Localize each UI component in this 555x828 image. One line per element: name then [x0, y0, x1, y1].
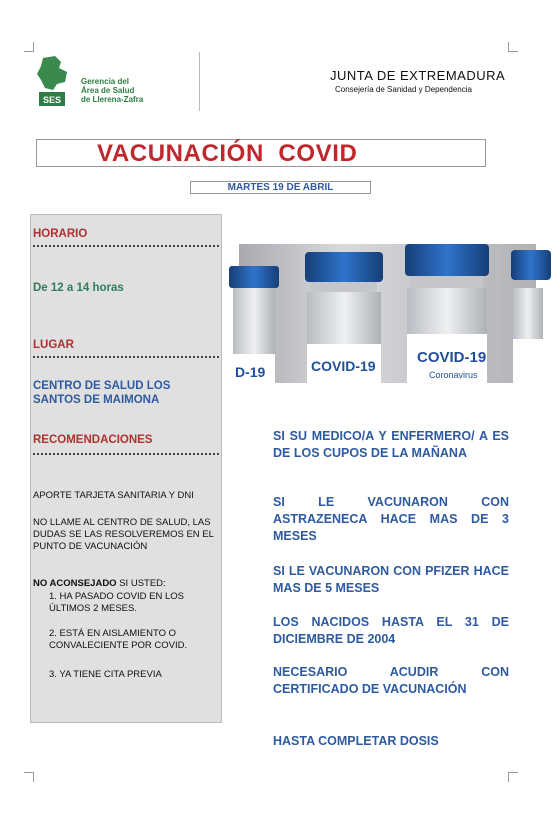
logo-line-3: de Llerena-Zafra [81, 95, 144, 104]
divider [33, 356, 219, 358]
no-aconsejado-bold: NO ACONSEJADO [33, 578, 117, 589]
ses-logo [33, 52, 200, 111]
info-paragraph-5: NECESARIO ACUDIR CON CERTIFICADO DE VACUNACIÓN [273, 665, 509, 696]
svg-text:D-19: D-19 [235, 364, 266, 380]
lugar-label: LUGAR [33, 339, 74, 351]
horario-label: HORARIO [33, 228, 88, 240]
info-paragraph-1: SI SU MEDICO/A Y ENFERMERO/ A ES DE LOS CUPOS DE LA MAÑANA [273, 429, 509, 460]
svg-text:COVID-19: COVID-19 [311, 358, 376, 374]
no-llame-text: NO LLAME AL CENTRO DE SALUD, LAS DUDAS SE LAS RESOLVEREMOS EN EL PUNTO DE VACUNACIÓN [33, 517, 214, 552]
list-item-2: 2. ESTÁ EN AISLAMIENTO O CONVALECIENTE POR COVID. [49, 628, 188, 651]
svg-text:Coronavirus: Coronavirus [429, 370, 478, 380]
info-paragraph-3: SI LE VACUNARON CON PFIZER HACE MAS DE 5 MESES [273, 564, 509, 595]
crop-mark-bottom-left [24, 772, 34, 782]
info-paragraph-6: HASTA COMPLETAR DOSIS [273, 734, 439, 748]
junta-heading: JUNTA DE EXTREMADURA [330, 68, 506, 83]
consejeria-subheading: Consejería de Sanidad y Dependencia [335, 85, 472, 94]
sidebar-panel [30, 214, 222, 723]
aporte-text: APORTE TARJETA SANITARIA Y DNI [33, 490, 194, 501]
logo-line-2: Área de Salud [81, 86, 135, 95]
svg-text:COVID-19: COVID-19 [417, 349, 487, 366]
extremadura-map-icon [35, 54, 75, 108]
info-paragraph-4: LOS NACIDOS HASTA EL 31 DE DICIEMBRE DE 2004 [273, 615, 509, 646]
title-box [36, 139, 486, 167]
horario-value: De 12 a 14 horas [33, 282, 124, 294]
vaccine-vials-illustration [235, 244, 536, 383]
date-banner: MARTES 19 DE ABRIL [190, 181, 371, 194]
divider [33, 245, 219, 247]
lugar-line-2: SANTOS DE MAIMONA [33, 394, 160, 406]
list-item-3: 3. YA TIENE CITA PREVIA [49, 669, 162, 680]
divider [33, 453, 219, 455]
page-title: VACUNACIÓN COVID [97, 140, 358, 167]
vaccine-vials-photo [235, 244, 536, 383]
no-aconsejado-text [33, 578, 223, 590]
recomendaciones-label: RECOMENDACIONES [33, 434, 153, 446]
info-paragraph-2: SI LE VACUNARON CON ASTRAZENECA HACE MAS DE 3 MESES [273, 495, 509, 543]
no-aconsejado-rest: SI USTED: [116, 578, 166, 589]
logo-line-1: Gerencia del [81, 77, 130, 86]
svg-text:SES: SES [42, 95, 62, 105]
lugar-line-1: CENTRO DE SALUD LOS [33, 380, 171, 392]
crop-mark-top-right [508, 42, 518, 52]
list-item-1: 1. HA PASADO COVID EN LOS ÚLTIMOS 2 MESES. [49, 591, 184, 614]
crop-mark-bottom-right [508, 772, 518, 782]
logo-text [81, 77, 143, 104]
crop-mark-top-left [24, 42, 34, 52]
